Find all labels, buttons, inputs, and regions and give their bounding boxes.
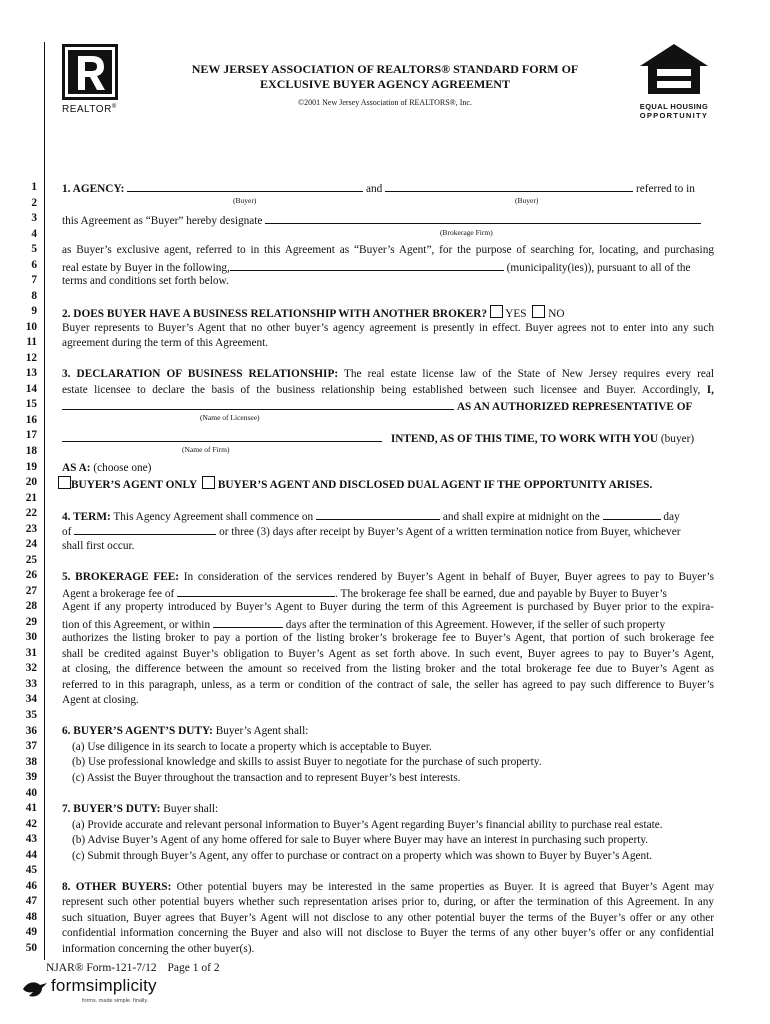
line-39: (c) Assist the Buyer throughout the transaction and to represent Buyer’s best interests.: [72, 772, 461, 784]
line-number: 44: [25, 848, 37, 861]
line-37: (a) Use diligence in its search to locate a property which is acceptable to Buyer.: [72, 741, 432, 753]
buyer-caption-1: (Buyer): [233, 196, 257, 205]
dual-agent-label: BUYER’S AGENT AND DISCLOSED DUAL AGENT IF THE OPPORTUNITY ARISES.: [217, 479, 653, 491]
s1-referred: referred to in: [635, 183, 695, 195]
yes-checkbox[interactable]: [490, 305, 503, 318]
licensee-caption: (Name of Licensee): [200, 413, 260, 422]
authorized-rep-text: AS AN AUTHORIZED REPRESENTATIVE OF: [456, 401, 693, 413]
line-number: 43: [25, 833, 37, 846]
form-title: [130, 62, 640, 92]
line-number: 4: [31, 227, 37, 240]
licensee-name-field[interactable]: [62, 398, 454, 410]
s4-l22a: This Agency Agreement shall commence on: [113, 511, 314, 523]
s6-lead: Buyer’s Agent shall:: [215, 725, 309, 737]
line-number: 11: [26, 336, 37, 349]
line-41: [62, 802, 714, 817]
s4-l22c: day: [663, 511, 680, 523]
s4-l23b: or three (3) days after receipt by Buyer’s Agent of a written termination notice from Buyer, whichever: [219, 526, 681, 538]
line-11: agreement during the term of this Agreement.: [62, 337, 269, 349]
line-number: 5: [31, 243, 37, 256]
line-number: 3: [31, 212, 37, 225]
s5-l29b: days after the termination of this Agreement. However, if the seller of such property: [285, 619, 666, 631]
commence-date-field[interactable]: [316, 508, 440, 520]
line-10: Buyer represents to Buyer’s Agent that no other buyer’s agency agreement is presently in effect. Buyer agrees not to enter into any such: [62, 322, 714, 334]
line-number: 33: [25, 677, 37, 690]
choose-one: (choose one): [93, 462, 152, 474]
line-number: 21: [25, 491, 37, 504]
realtor-logo-text: REALTOR: [62, 104, 112, 115]
line-number: 38: [25, 755, 37, 768]
form-id: NJAR® Form-121-7/12: [46, 962, 157, 974]
line-number: 10: [25, 320, 37, 333]
line-number: 50: [25, 941, 37, 954]
buyer-name-field-1[interactable]: [127, 180, 363, 192]
line-number: 19: [25, 460, 37, 473]
days-after-field[interactable]: [213, 616, 283, 628]
s1-l6a: real estate by Buyer in the following,: [62, 262, 230, 274]
page-number: Page 1 of 2: [167, 962, 220, 974]
realtor-r-icon: [62, 44, 118, 102]
s1-l3: this Agreement as “Buyer” hereby designate: [62, 215, 263, 227]
equal-housing-line-1: EQUAL HOUSING: [639, 102, 709, 111]
line-13: [62, 367, 714, 382]
firm-caption: (Name of Firm): [182, 445, 230, 454]
buyer-paren: (buyer): [660, 433, 695, 445]
buyers-agent-only-label: BUYER’S AGENT ONLY: [71, 479, 198, 491]
line-number: 29: [25, 615, 37, 628]
title-line-1: NEW JERSEY ASSOCIATION OF REALTORS® STANDARD FORM OF: [191, 62, 579, 76]
realtor-logo: [60, 44, 124, 120]
s5-l27b: . The brokerage fee shall be earned, due and payable by Buyer to Buyer’s: [335, 588, 667, 600]
line-42: (a) Provide accurate and relevant personal information to Buyer’s Agent regarding Buyer’s financial ability to purchase real estate.: [72, 819, 663, 831]
line-number: 47: [25, 895, 37, 908]
s3-i: I,: [706, 384, 714, 396]
buyer-caption-2: (Buyer): [515, 196, 539, 205]
formsimplicity-bird-icon: [22, 979, 48, 999]
line-34: Agent at closing.: [62, 694, 139, 706]
no-checkbox[interactable]: [532, 305, 545, 318]
title-line-2: EXCLUSIVE BUYER AGENCY AGREEMENT: [260, 77, 510, 91]
s8-heading: 8. OTHER BUYERS:: [62, 881, 172, 893]
line-number: 15: [25, 398, 37, 411]
line-number: 40: [25, 786, 37, 799]
line-50: information concerning the other buyer(s).: [62, 943, 255, 955]
line-number: 2: [31, 196, 37, 209]
as-a-label: AS A:: [62, 462, 91, 474]
s6-heading: 6. BUYER’S AGENT’S DUTY:: [62, 725, 213, 737]
equal-housing-line-2: OPPORTUNITY: [639, 111, 709, 120]
line-number: 45: [25, 864, 37, 877]
line-number: 27: [25, 584, 37, 597]
expire-day-field[interactable]: [603, 508, 661, 520]
line-36: [62, 724, 714, 739]
s7-lead: Buyer shall:: [163, 803, 219, 815]
s3-l14: estate licensee to declare the basis of the business relationship being established between such licensee and Buyer. Accordingly,: [62, 384, 701, 396]
formsimplicity-logo: [22, 976, 222, 1016]
buyer-name-field-2[interactable]: [385, 180, 633, 192]
line-33: referred to in this paragraph, unless, as a term or condition of the contract of sale, the seller has agreed to pay such difference to Buyer’s: [62, 679, 714, 691]
s5-l29a: tion of this Agreement, or within: [62, 619, 211, 631]
line-number: 8: [31, 289, 37, 302]
line-46: [62, 880, 714, 895]
no-label: NO: [548, 308, 565, 320]
line-number: 31: [25, 646, 37, 659]
dual-agent-checkbox[interactable]: [202, 476, 215, 489]
s4-heading: 4. TERM:: [62, 511, 111, 523]
firm-name-field[interactable]: [62, 430, 382, 442]
s4-l23a: of: [62, 526, 72, 538]
brokerage-caption: (Brokerage Firm): [440, 228, 493, 237]
municipality-field[interactable]: [230, 259, 504, 271]
realtor-registered-mark: ®: [111, 104, 117, 110]
s8-l46: Other potential buyers may be interested in the same properties as Buyer. It is agreed that Buyer’s Agent may: [176, 881, 715, 893]
line-number: 42: [25, 817, 37, 830]
line-number: 7: [31, 274, 37, 287]
line-19: [62, 461, 714, 476]
line-number: 30: [25, 631, 37, 644]
buyers-agent-only-checkbox[interactable]: [58, 476, 71, 489]
intend-text: INTEND, AS OF THIS TIME, TO WORK WITH YOU: [390, 433, 659, 445]
line-number: 32: [25, 662, 37, 675]
s5-l27a: Agent a brokerage fee of: [62, 588, 175, 600]
equal-housing-logo: [636, 42, 716, 122]
s3-l13: The real estate license law of the State of New Jersey requires every real: [344, 368, 714, 380]
form-footer: [46, 962, 220, 974]
line-number: 41: [25, 802, 37, 815]
line-20: [58, 476, 714, 493]
line-number: 26: [25, 569, 37, 582]
line-number: 48: [25, 910, 37, 923]
line-number: 49: [25, 926, 37, 939]
s2-heading: 2. DOES BUYER HAVE A BUSINESS RELATIONSHIP WITH ANOTHER BROKER?: [62, 308, 488, 320]
line-9: [62, 305, 714, 322]
line-number: 14: [25, 382, 37, 395]
line-30: authorizes the listing broker to pay a portion of the listing broker’s brokerage fee to Buyer’s Agent, that portion of such brokerage fee: [62, 632, 714, 644]
line-15: [62, 398, 714, 415]
line-48: such situation, Buyer agrees that Buyer’s Agent will not disclose to any other potential buyer the terms of the Buyer’s offer or any other: [62, 912, 714, 924]
line-number: 36: [25, 724, 37, 737]
line-number: 25: [25, 553, 37, 566]
equal-housing-house-icon: [638, 42, 710, 96]
line-number: 24: [25, 538, 37, 551]
line-1: [62, 180, 714, 197]
line-32: at closing, the difference between the amount so received from the listing broker and the total brokerage fee due to Buyer’s Agent as: [62, 663, 714, 675]
line-43: (b) Advise Buyer’s Agent of any home offered for sale to Buyer where Buyer may have an interest in purchasing such property.: [72, 834, 649, 846]
line-number: 35: [25, 709, 37, 722]
margin-rule: [44, 42, 45, 960]
line-3: [62, 212, 714, 229]
line-number: 20: [25, 476, 37, 489]
line-24: shall first occur.: [62, 540, 135, 552]
s1-and: and: [366, 183, 383, 195]
expire-month-field[interactable]: [74, 523, 216, 535]
line-number: 46: [25, 879, 37, 892]
formsimplicity-tagline: forms. made simple. finally.: [82, 998, 149, 1004]
yes-label: YES: [505, 308, 527, 320]
line-26: [62, 570, 714, 585]
line-number: 17: [25, 429, 37, 442]
line-number: 39: [25, 771, 37, 784]
s7-heading: 7. BUYER’S DUTY:: [62, 803, 161, 815]
line-number: 1: [31, 181, 37, 193]
brokerage-firm-field[interactable]: [265, 212, 701, 224]
line-number: 28: [25, 600, 37, 613]
line-number: 34: [25, 693, 37, 706]
s4-l22b: and shall expire at midnight on the: [442, 511, 600, 523]
line-28: Agent if any property introduced by Buyer’s Agent to Buyer during the term of this Agreement is purchased by Buyer prior to the expira-: [62, 601, 714, 613]
formsimplicity-brand: formsimplicity: [51, 976, 157, 995]
line-number: 16: [25, 413, 37, 426]
line-number: 23: [25, 522, 37, 535]
s1-heading: 1. AGENCY:: [62, 183, 125, 195]
line-38: (b) Use professional knowledge and skills to assist Buyer to negotiate for the purchase of such property.: [72, 756, 542, 768]
s1-l6b: (municipality(ies)), pursuant to all of the: [506, 262, 691, 274]
line-number: 12: [25, 351, 37, 364]
line-47: represent such other potential buyers whether such representation arises prior to, during, or after the termination of this Agreement. In any: [62, 896, 714, 908]
line-number: 37: [25, 740, 37, 753]
line-14: [62, 383, 714, 398]
line-number: 22: [25, 507, 37, 520]
line-number: 18: [25, 445, 37, 457]
s3-heading: 3. DECLARATION OF BUSINESS RELATIONSHIP:: [62, 368, 339, 380]
line-5: as Buyer’s exclusive agent, referred to in this Agreement as “Buyer’s Agent”, for the purpose of searching for, locating, and purchasing: [62, 244, 714, 256]
line-17: [62, 430, 714, 447]
copyright: ©2001 New Jersey Association of REALTORS®, Inc.: [298, 98, 472, 107]
line-23: [62, 523, 714, 540]
line-number: 9: [31, 305, 37, 318]
line-7: terms and conditions set forth below.: [62, 275, 229, 287]
line-44: (c) Submit through Buyer’s Agent, any offer to purchase or contract on a property which was shown to Buyer by Buyer’s Agent.: [72, 850, 653, 862]
line-number: 6: [31, 258, 37, 271]
line-31: shall be credited against Buyer’s obligation to Buyer’s Agent as set forth above. In such event, Buyer agrees to pay to Buyer’s Agent,: [62, 648, 714, 660]
line-number: 13: [25, 367, 37, 380]
line-49: confidential information concerning the Buyer and also will not disclose to Buyer the terms of any other buyer’s offer or any confidential: [62, 927, 714, 939]
s5-l26: In consideration of the services rendered by Buyer’s Agent in behalf of Buyer, Buyer agrees to pay to Buyer’s: [183, 571, 715, 583]
brokerage-fee-field[interactable]: [177, 585, 335, 597]
s5-heading: 5. BROKERAGE FEE:: [62, 571, 180, 583]
